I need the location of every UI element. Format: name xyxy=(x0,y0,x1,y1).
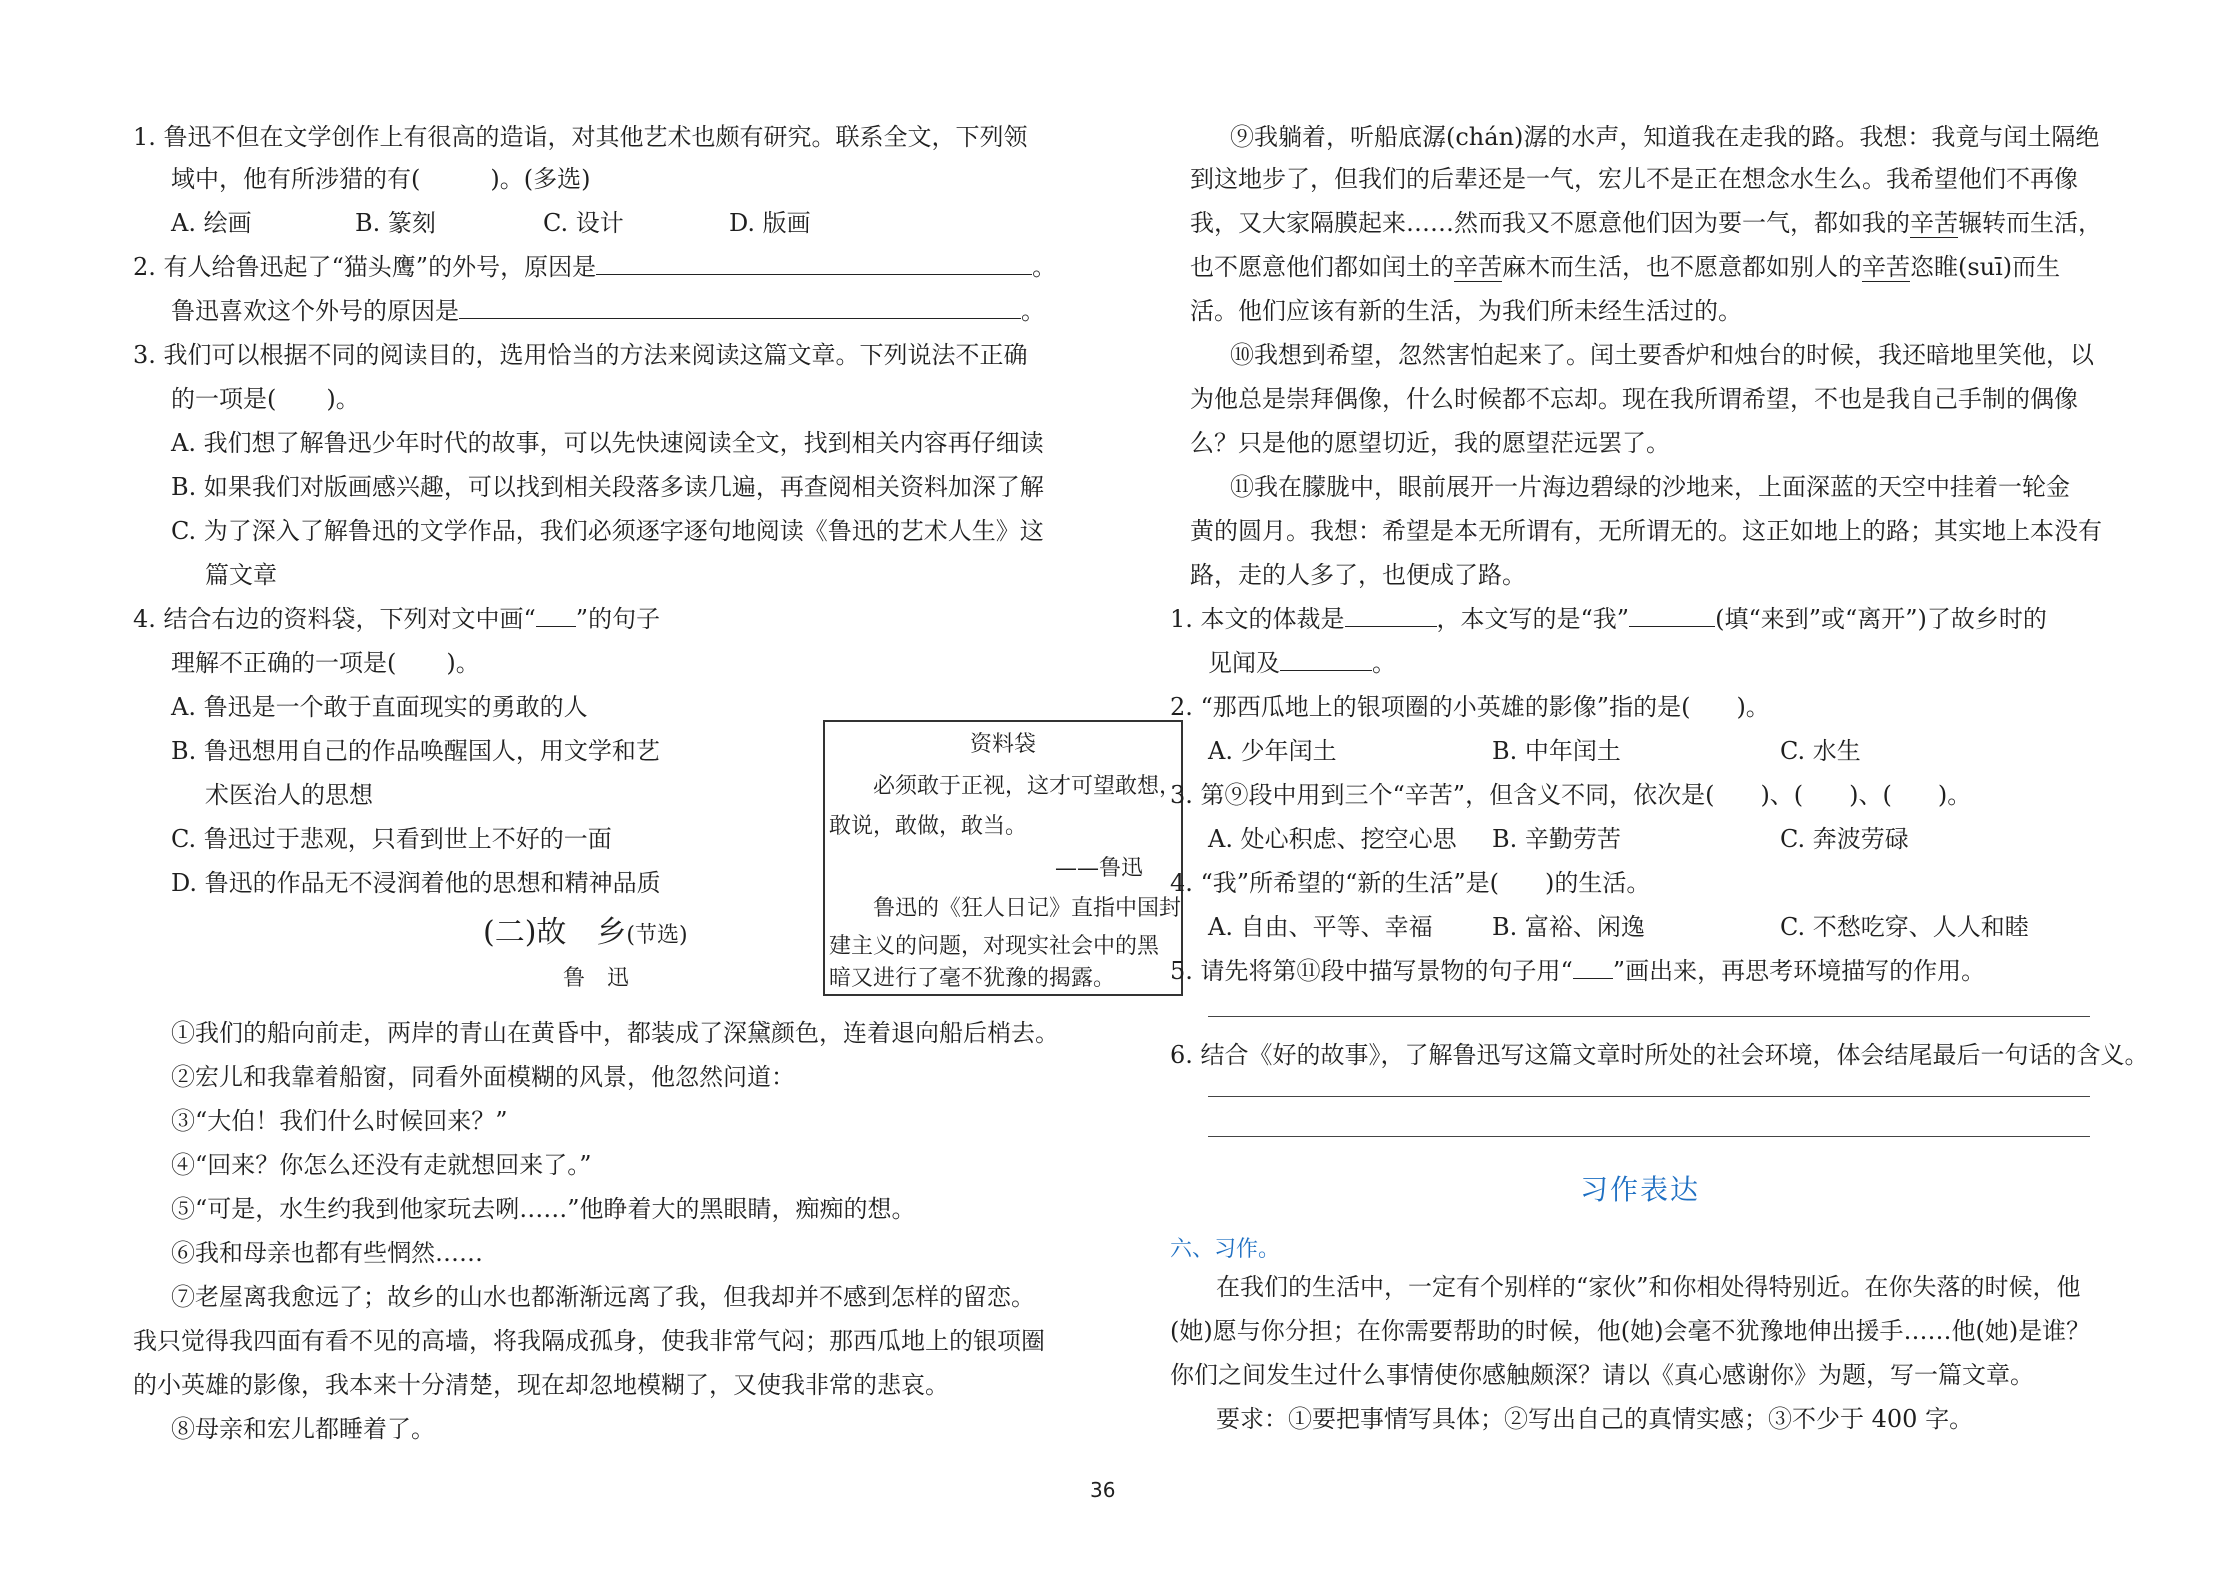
story-para-7-line2: 我只觉得我四面有看不见的高墙，将我隔成孤身，使我非常气闷；那西瓜地上的银项圈 xyxy=(133,1327,1045,1355)
story-para-9-line1: ⑨我躺着，听船底潺(chán)潺的水声，知道我在走我的路。我想：我竟与闰土隔绝 xyxy=(1230,123,2100,151)
rq3-answer-1[interactable] xyxy=(1714,781,1760,803)
data-bag-attribution: ——鲁迅 xyxy=(1055,856,1144,881)
rq3-answer-2[interactable] xyxy=(1803,781,1849,803)
q3-option-c-cont: 篇文章 xyxy=(205,561,277,589)
rq2-stem: 2. “那西瓜地上的银项圈的小英雄的影像”指的是( xyxy=(1170,693,1691,721)
rq3-sep-1: )、( xyxy=(1760,781,1804,809)
rq4-stem: 4. “我”所希望的“新的生活”是( xyxy=(1170,869,1499,897)
story-para-5: ⑤“可是，水生约我到他家玩去咧……”他睁着大的黑眼睛，痴痴的想。 xyxy=(171,1195,916,1223)
section-title-writing: 习作表达 xyxy=(1580,1173,1701,1206)
story-title-note: (节选) xyxy=(626,923,688,948)
q1-option-c[interactable]: C. 设计 xyxy=(543,209,624,237)
q3-option-c[interactable]: C. 为了深入了解鲁迅的文学作品，我们必须逐字逐句地阅读《鲁迅的艺术人生》这 xyxy=(171,517,1044,545)
story-author: 鲁 迅 xyxy=(563,966,630,991)
q3-stem: 的一项是( xyxy=(171,385,277,413)
p9-l3-text-end: 辗转而生活， xyxy=(1958,209,2102,237)
writing-prompt-line1: 在我们的生活中，一定有个别样的“家伙”和你相处得特别近。在你失落的时候，他 xyxy=(1216,1273,2081,1301)
writing-requirements: 要求：①要把事情写具体；②写出自己的真情实感；③不少于 400 字。 xyxy=(1216,1405,1974,1433)
data-bag-box xyxy=(823,720,1183,996)
story-para-7-line1: ⑦老屋离我愈远了；故乡的山水也都渐渐远离了我，但我却并不感到怎样的留恋。 xyxy=(171,1283,1035,1311)
q3-option-b[interactable]: B. 如果我们对版画感兴趣，可以找到相关段落多读几遍，再查阅相关资料加深了解 xyxy=(171,473,1044,501)
p9-l4-text: 也不愿意他们都如闰土的 xyxy=(1190,253,1454,281)
story-para-9-line4 xyxy=(1190,250,2060,284)
rq1-line2 xyxy=(1208,646,1396,680)
data-bag-quote-1: 必须敢于正视，这才可望敢想， xyxy=(873,774,1182,799)
story-para-8: ⑧母亲和宏儿都睡着了。 xyxy=(171,1415,435,1443)
rq3-stem: 3. 第⑨段中用到三个“辛苦”，但含义不同，依次是( xyxy=(1170,781,1715,809)
q2-answer-blank-1[interactable] xyxy=(596,252,1032,275)
story-title xyxy=(483,916,688,953)
rq1-stem-2: ，本文写的是“我” xyxy=(1436,605,1630,633)
q3-option-a[interactable]: A. 我们想了解鲁迅少年时代的故事，可以先快速阅读全文，找到相关内容再仔细读 xyxy=(171,429,1044,457)
q4-stem-end: )。 xyxy=(446,649,480,677)
q4-option-a[interactable]: A. 鲁迅是一个敢于直面现实的勇敢的人 xyxy=(171,693,588,721)
data-bag-note-2: 建主义的问题，对现实社会中的黑 xyxy=(829,934,1160,959)
rq3-option-b[interactable]: B. 辛勤劳苦 xyxy=(1492,825,1621,853)
q3-stem-end: )。 xyxy=(326,385,360,413)
rq5-answer-line[interactable] xyxy=(1208,1016,2090,1017)
q1-line2 xyxy=(171,162,590,196)
q1-answer-paren[interactable] xyxy=(420,165,490,187)
q4-option-d[interactable]: D. 鲁迅的作品无不浸润着他的思想和精神品质 xyxy=(171,869,661,897)
q1-option-b[interactable]: B. 篆刻 xyxy=(355,209,436,237)
story-title-main: (二)故 乡 xyxy=(483,915,627,950)
page-number: 36 xyxy=(1090,1478,1116,1502)
rq5-stem-end: ”画出来，再思考环境描写的作用。 xyxy=(1612,957,1986,985)
q1-stem: 域中，他有所涉猎的有( xyxy=(171,165,421,193)
q4-line2 xyxy=(171,646,480,680)
rq4-option-c[interactable]: C. 不愁吃穿、人人和睦 xyxy=(1780,913,2029,941)
story-para-1: ①我们的船向前走，两岸的青山在黄昏中，都装成了深黛颜色，连着退向船后梢去。 xyxy=(171,1019,1059,1047)
rq6-answer-line-2[interactable] xyxy=(1208,1136,2090,1137)
story-para-11-line1: ⑪我在朦胧中，眼前展开一片海边碧绿的沙地来，上面深蓝的天空中挂着一轮金 xyxy=(1230,473,2070,501)
writing-prompt-line2: (她)愿与你分担；在你需要帮助的时候，他(她)会毫不犹豫地伸出援手……他(她)是谁？ xyxy=(1170,1317,2091,1345)
story-para-2: ②宏儿和我靠着船窗，同看外面模糊的风景，他忽然问道： xyxy=(171,1063,795,1091)
rq1-direction-blank[interactable] xyxy=(1629,604,1715,627)
q2-line2 xyxy=(171,294,1045,328)
p9-l4-text-mid: 麻木而生活，也不愿意都如别人的 xyxy=(1502,253,1862,281)
rq4-answer-paren[interactable] xyxy=(1499,869,1545,891)
q2-stem: 2. 有人给鲁迅起了“猫头鹰”的外号，原因是 xyxy=(133,253,597,281)
story-para-9-line3 xyxy=(1190,206,2102,240)
p9-hardship-3: 辛苦 xyxy=(1862,253,1910,281)
rq1-line1 xyxy=(1170,602,2047,636)
q4-line1 xyxy=(133,602,660,636)
story-para-10-line3: 么？只是他的愿望切近，我的愿望茫远罢了。 xyxy=(1190,429,1670,457)
q1-option-d[interactable]: D. 版画 xyxy=(729,209,811,237)
q4-stem-2: 理解不正确的一项是( xyxy=(171,649,397,677)
rq6-line1: 6. 结合《好的故事》，了解鲁迅写这篇文章时所处的社会环境，体会结尾最后一句话的含义。 xyxy=(1170,1041,2149,1069)
p9-hardship-2: 辛苦 xyxy=(1454,253,1502,281)
q4-option-b-cont: 术医治人的思想 xyxy=(205,781,373,809)
rq1-end: 。 xyxy=(1372,649,1396,677)
q1-stem-end: )。(多选) xyxy=(490,165,591,193)
story-para-10-line1: ⑩我想到希望，忽然害怕起来了。闰土要香炉和烛台的时候，我还暗地里笑他，以 xyxy=(1230,341,2094,369)
story-para-6: ⑥我和母亲也都有些惘然…… xyxy=(171,1239,483,1267)
rq6-answer-line-1[interactable] xyxy=(1208,1096,2090,1097)
q2-end-1: 。 xyxy=(1032,253,1057,281)
writing-heading: 六、习作。 xyxy=(1170,1237,1281,1262)
rq5-underline-sample xyxy=(1573,956,1613,979)
rq3-option-a[interactable]: A. 处心积虑、挖空心思 xyxy=(1208,825,1457,853)
writing-prompt-line3: 你们之间发生过什么事情使你感触颇深？请以《真心感谢你》为题，写一篇文章。 xyxy=(1170,1361,2034,1389)
data-bag-quote-2: 敢说，敢做，敢当。 xyxy=(829,814,1028,839)
rq2-end: )。 xyxy=(1736,693,1770,721)
q4-stem-cont: ”的句子 xyxy=(575,605,661,633)
q4-stem: 4. 结合右边的资料袋，下列对文中画“ xyxy=(133,605,536,633)
rq2-option-a[interactable]: A. 少年闰土 xyxy=(1208,737,1337,765)
rq4-option-b[interactable]: B. 富裕、闲逸 xyxy=(1492,913,1645,941)
rq2-line1 xyxy=(1170,690,1770,724)
p9-l4-text-end: 恣睢(suī)而生 xyxy=(1910,253,2061,281)
p9-l3-text: 我，又大家隔膜起来……然而我又不愿意他们因为要一气，都如我的 xyxy=(1190,209,1910,237)
rq3-line1 xyxy=(1170,778,1971,812)
data-bag-note-3: 暗又进行了毫不犹豫的揭露。 xyxy=(829,966,1116,991)
q3-line2 xyxy=(171,382,360,416)
story-para-4: ④“回来？你怎么还没有走就想回来了。” xyxy=(171,1151,592,1179)
rq3-option-c[interactable]: C. 奔波劳碌 xyxy=(1780,825,1909,853)
q4-underline-sample xyxy=(536,604,576,627)
rq1-stem-3: (填“来到”或“离开”)了故乡时的 xyxy=(1715,605,2047,633)
q1-option-a[interactable]: A. 绘画 xyxy=(171,209,252,237)
rq3-answer-3[interactable] xyxy=(1892,781,1938,803)
rq2-option-c[interactable]: C. 水生 xyxy=(1780,737,1861,765)
rq2-option-b[interactable]: B. 中年闰土 xyxy=(1492,737,1621,765)
rq3-end: )。 xyxy=(1937,781,1972,809)
story-para-9-line5: 活。他们应该有新的生活，为我们所未经生活过的。 xyxy=(1190,297,1742,325)
rq4-end: )的生活。 xyxy=(1544,869,1651,897)
rq3-sep-2: )、( xyxy=(1849,781,1892,809)
rq5-line1 xyxy=(1170,954,1985,988)
p9-hardship-1: 辛苦 xyxy=(1910,209,1958,237)
rq2-answer-paren[interactable] xyxy=(1690,693,1736,715)
rq1-extra-blank[interactable] xyxy=(1280,648,1372,671)
q3-answer-paren[interactable] xyxy=(276,385,326,407)
q4-answer-paren[interactable] xyxy=(396,649,446,671)
rq1-stem: 1. 本文的体裁是 xyxy=(1170,605,1345,633)
q2-line1 xyxy=(133,250,1056,284)
q1-line1: 1. 鲁迅不但在文学创作上有很高的造诣，对其他艺术也颇有研究。联系全文，下列领 xyxy=(133,123,1028,151)
rq5-stem: 5. 请先将第⑪段中描写景物的句子用“ xyxy=(1170,957,1573,985)
q2-end-2: 。 xyxy=(1021,297,1045,325)
story-para-11-line3: 路，走的人多了，也便成了路。 xyxy=(1190,561,1526,589)
q2-stem-2: 鲁迅喜欢这个外号的原因是 xyxy=(171,297,459,325)
q4-option-b[interactable]: B. 鲁迅想用自己的作品唤醒国人，用文学和艺 xyxy=(171,737,660,765)
rq1-genre-blank[interactable] xyxy=(1345,604,1437,627)
q4-option-c[interactable]: C. 鲁迅过于悲观，只看到世上不好的一面 xyxy=(171,825,612,853)
q2-answer-blank-2[interactable] xyxy=(459,296,1021,319)
q3-line1: 3. 我们可以根据不同的阅读目的，选用恰当的方法来阅读这篇文章。下列说法不正确 xyxy=(133,341,1028,369)
rq1-stem-4: 见闻及 xyxy=(1208,649,1280,677)
story-para-11-line2: 黄的圆月。我想：希望是本无所谓有，无所谓无的。这正如地上的路；其实地上本没有 xyxy=(1190,517,2102,545)
story-para-9-line2: 到这地步了，但我们的后辈还是一气，宏儿不是正在想念水生么。我希望他们不再像 xyxy=(1190,165,2078,193)
rq4-option-a[interactable]: A. 自由、平等、幸福 xyxy=(1208,913,1433,941)
data-bag-title: 资料袋 xyxy=(969,732,1036,757)
story-para-10-line2: 为他总是崇拜偶像，什么时候都不忘却。现在我所谓希望，不也是我自己手制的偶像 xyxy=(1190,385,2078,413)
data-bag-note-1: 鲁迅的《狂人日记》直指中国封 xyxy=(873,896,1182,921)
story-para-3: ③“大伯！我们什么时候回来？” xyxy=(171,1107,508,1135)
rq4-line1 xyxy=(1170,866,1650,900)
story-para-7-line3: 的小英雄的影像，我本来十分清楚，现在却忽地模糊了，又使我非常的悲哀。 xyxy=(133,1371,949,1399)
